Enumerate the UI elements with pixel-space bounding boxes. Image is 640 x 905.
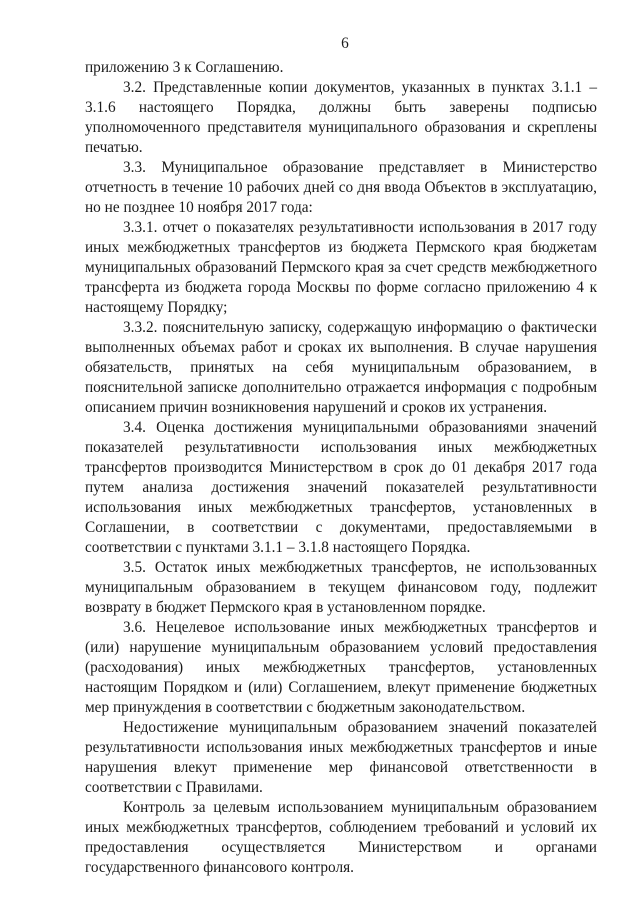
paragraph-3-6: 3.6. Нецелевое использование иных межбюджетных трансфертов и (или) нарушение муниципальным образованием условий предоставления (расходования) иных межбюджетных трансфертов, установленных настоящим Порядком и (или) Соглашением, влекут применение бюджетных мер принуждения в соответствии с бюджетным законодательством. [85,619,597,716]
paragraph-control: Контроль за целевым использованием муниципальным образованием иных межбюджетных трансфертов, соблюдением требований и условий их предоставления осуществляется Министерством и органами государственного финансового контроля. [85,799,597,876]
paragraph-3-3-2: 3.3.2. пояснительную записку, содержащую информацию о фактически выполненных объемах работ и сроках их выполнения. В случае нарушения обязательств, принятых на себя муниципальным образованием, в пояснительной записке дополнительно отражается информация с подробным описанием причин возникновения нарушений и сроков их устранения. [85,319,597,416]
paragraph-3-5: 3.5. Остаток иных межбюджетных трансфертов, не использованных муниципальным образованием в текущем финансовом году, подлежит возврату в бюджет Пермского края в установленном порядке. [85,559,597,616]
paragraph-3-3-1: 3.3.1. отчет о показателях результативности использования в 2017 году иных межбюджетных трансфертов из бюджета Пермского края бюджетам муниципальных образований Пермского края за счет средств межбюджетного трансферта из бюджета города Москвы по форме согласно приложению 4 к настоящему Порядку; [85,219,597,316]
paragraph-3-2: 3.2. Представленные копии документов, указанных в пунктах 3.1.1 – 3.1.6 настоящего Порядка, должны быть заверены подписью уполномоченного представителя муниципального образования и скреплены печатью. [85,79,597,156]
paragraph-3-3: 3.3. Муниципальное образование представляет в Министерство отчетность в течение 10 рабочих дней со дня ввода Объектов в эксплуатацию, но не позднее 10 ноября 2017 года: [85,159,597,216]
paragraph-nedostizhenie: Недостижение муниципальным образованием значений показателей результативности использования иных межбюджетных трансфертов и иные нарушения влекут применение мер финансовой ответственности в соответствии с Правилами. [85,719,597,796]
page-number: 6 [341,35,349,52]
paragraph-continuation: приложению 3 к Соглашению. [85,59,284,76]
paragraph-3-4: 3.4. Оценка достижения муниципальными образованиями значений показателей результативности использования иных межбюджетных трансфертов производится Министерством в срок до 01 декабря 2017 года путем анализа достижения значений показателей результативности использования иных межбюджетных трансфертов, установленных в Соглашении, в соответствии с документами, предоставляемыми в соответствии с пунктами 3.1.1 – 3.1.8 настоящего Порядка. [85,419,597,556]
